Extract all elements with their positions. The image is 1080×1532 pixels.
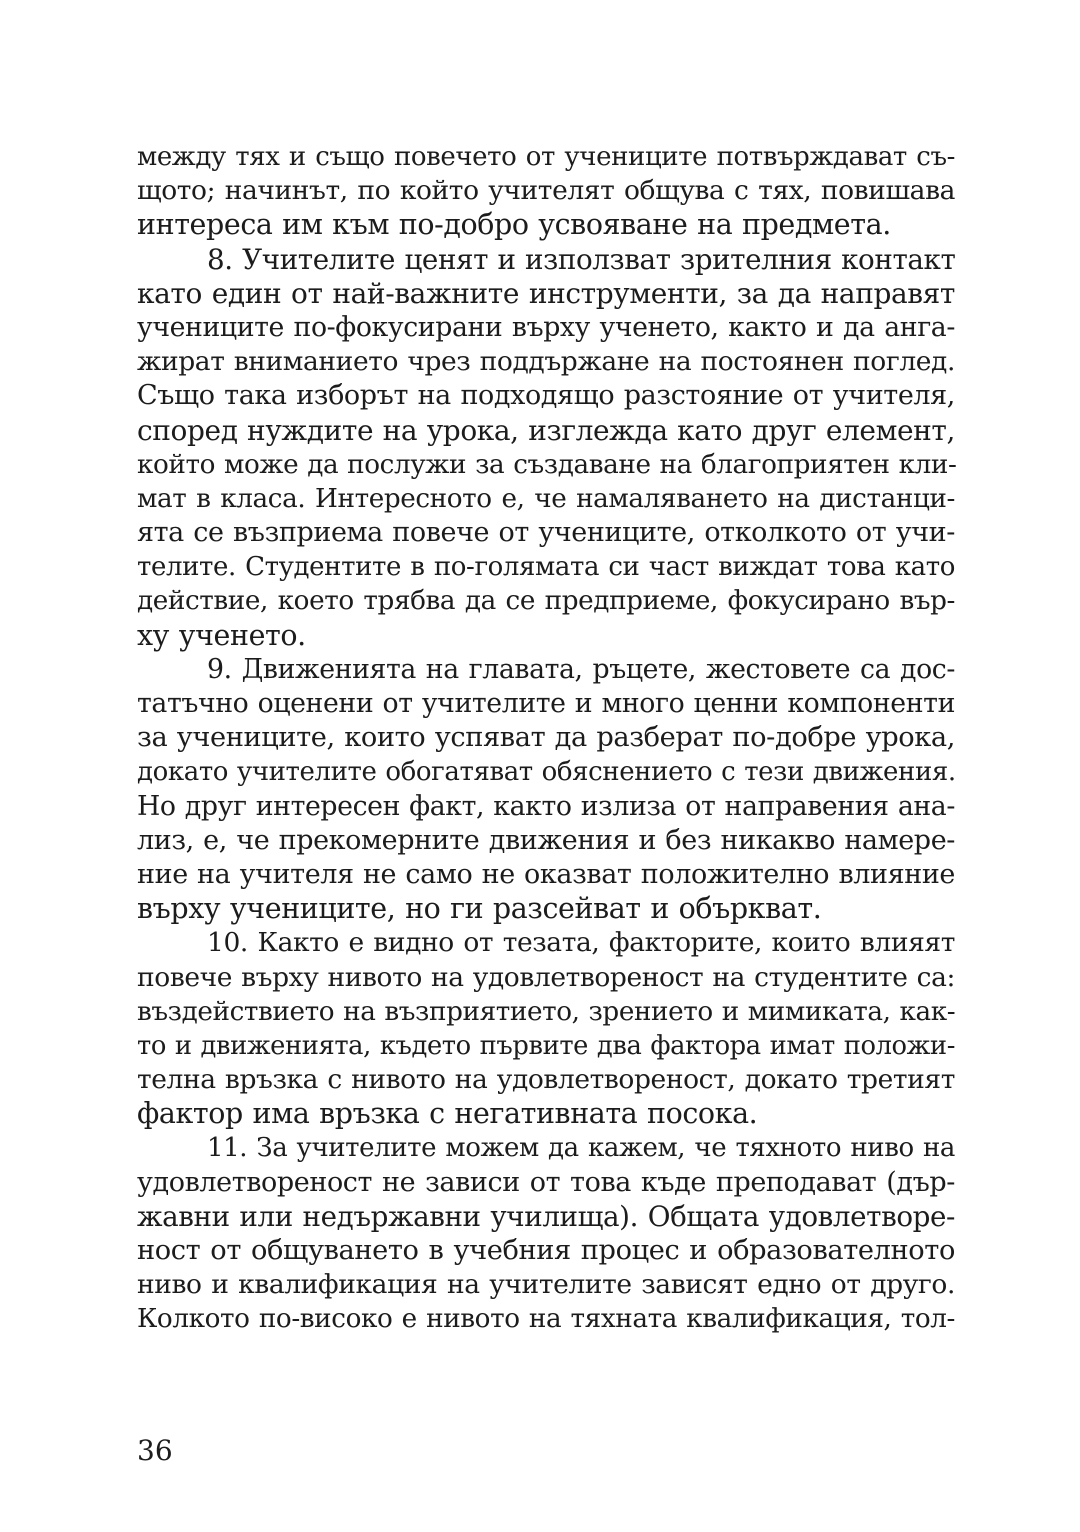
text-line: лиз, е, че прекомерните движения и без никакво намере- [137,824,955,856]
text-line: интереса им към по-добро усвояване на предмета. [137,208,891,242]
text-line: учениците по-фокусирани върху ученето, както и да анга- [137,311,955,343]
text-line: ние на учителя не само не оказват положително влияние [137,858,955,890]
text-line: действие, което трябва да се предприеме, фокусирано вър- [137,586,955,617]
page-number: 36 [137,1434,173,1467]
paragraph-item-10 [137,926,955,1131]
text-line: то и движенията, където първите два фактора имат положи- [137,1030,955,1061]
text-line: като един от най-важните инструменти, за да направят [137,276,955,310]
text-line: ху ученето. [137,618,306,652]
text-line: 10. Както е видно от тезата, факторите, които влияят [207,927,955,959]
paragraph-item-8 [137,243,955,653]
text-line: въздействието на възприятието, зрението и мимиката, как- [137,996,956,1027]
text-line: между тях и също повечето от учениците потвърждават съ- [137,142,955,172]
text-line: жират вниманието чрез поддържане на постоянен поглед. [137,346,955,378]
text-line: удовлетвореност не зависи от това къде преподават (дър- [137,1166,955,1198]
text-line: 11. За учителите можем да кажем, че тяхното ниво на [207,1133,955,1164]
text-line: татъчно оценени от учителите и много ценни компоненти [137,688,955,719]
text-line: Също така изборът на подходящо разстояние от учителя, [137,380,955,412]
text-line: фактор има връзка с негативната посока. [137,1097,758,1131]
text-line: докато учителите обогатяват обяснението с тези движения. [137,757,956,788]
text-line: щото; начинът, по който учителят общува с тях, повишава [137,175,955,207]
paragraph-item-11 [137,1131,955,1336]
paragraph [137,140,955,243]
text-line: телите. Студентите в по-голямата си част виждат това като [137,552,955,583]
text-line: 8. Учителите ценят и използват зрителния контакт [207,242,956,276]
text-line: Но друг интересен факт, както излиза от направения ана- [137,790,955,822]
text-line: за учениците, които успяват да разберат по-добре урока, [137,722,955,754]
body-text [137,140,955,1337]
text-line: ност от общуването в учебния процес и образователното [137,1235,955,1266]
text-line: ниво и квалификация на учителите зависят едно от друго. [137,1269,955,1301]
text-line: Колкото по-високо е нивото на тяхната квалификация, тол- [137,1304,955,1335]
text-line: телна връзка с нивото на удовлетвореност, докато третият [137,1064,955,1096]
paragraph-item-9 [137,653,955,927]
text-line: мат в класа. Интересното е, че намаляването на дистанци- [137,483,955,514]
text-line: ята се възприема повече от учениците, отколкото от учи- [137,517,955,549]
text-line: според нуждите на урока, изглежда като друг елемент, [137,413,955,447]
text-line: който може да послужи за създаване на благоприятен кли- [137,449,957,480]
text-line: върху учениците, но ги разсейват и объркват. [137,892,822,926]
text-line: жавни или недържавни училища). Общата удовлетворе- [137,1199,955,1233]
text-line: 9. Движенията на главата, ръцете, жестовете са дос- [207,653,955,685]
text-line: повече върху нивото на удовлетвореност на студентите са: [137,961,955,993]
